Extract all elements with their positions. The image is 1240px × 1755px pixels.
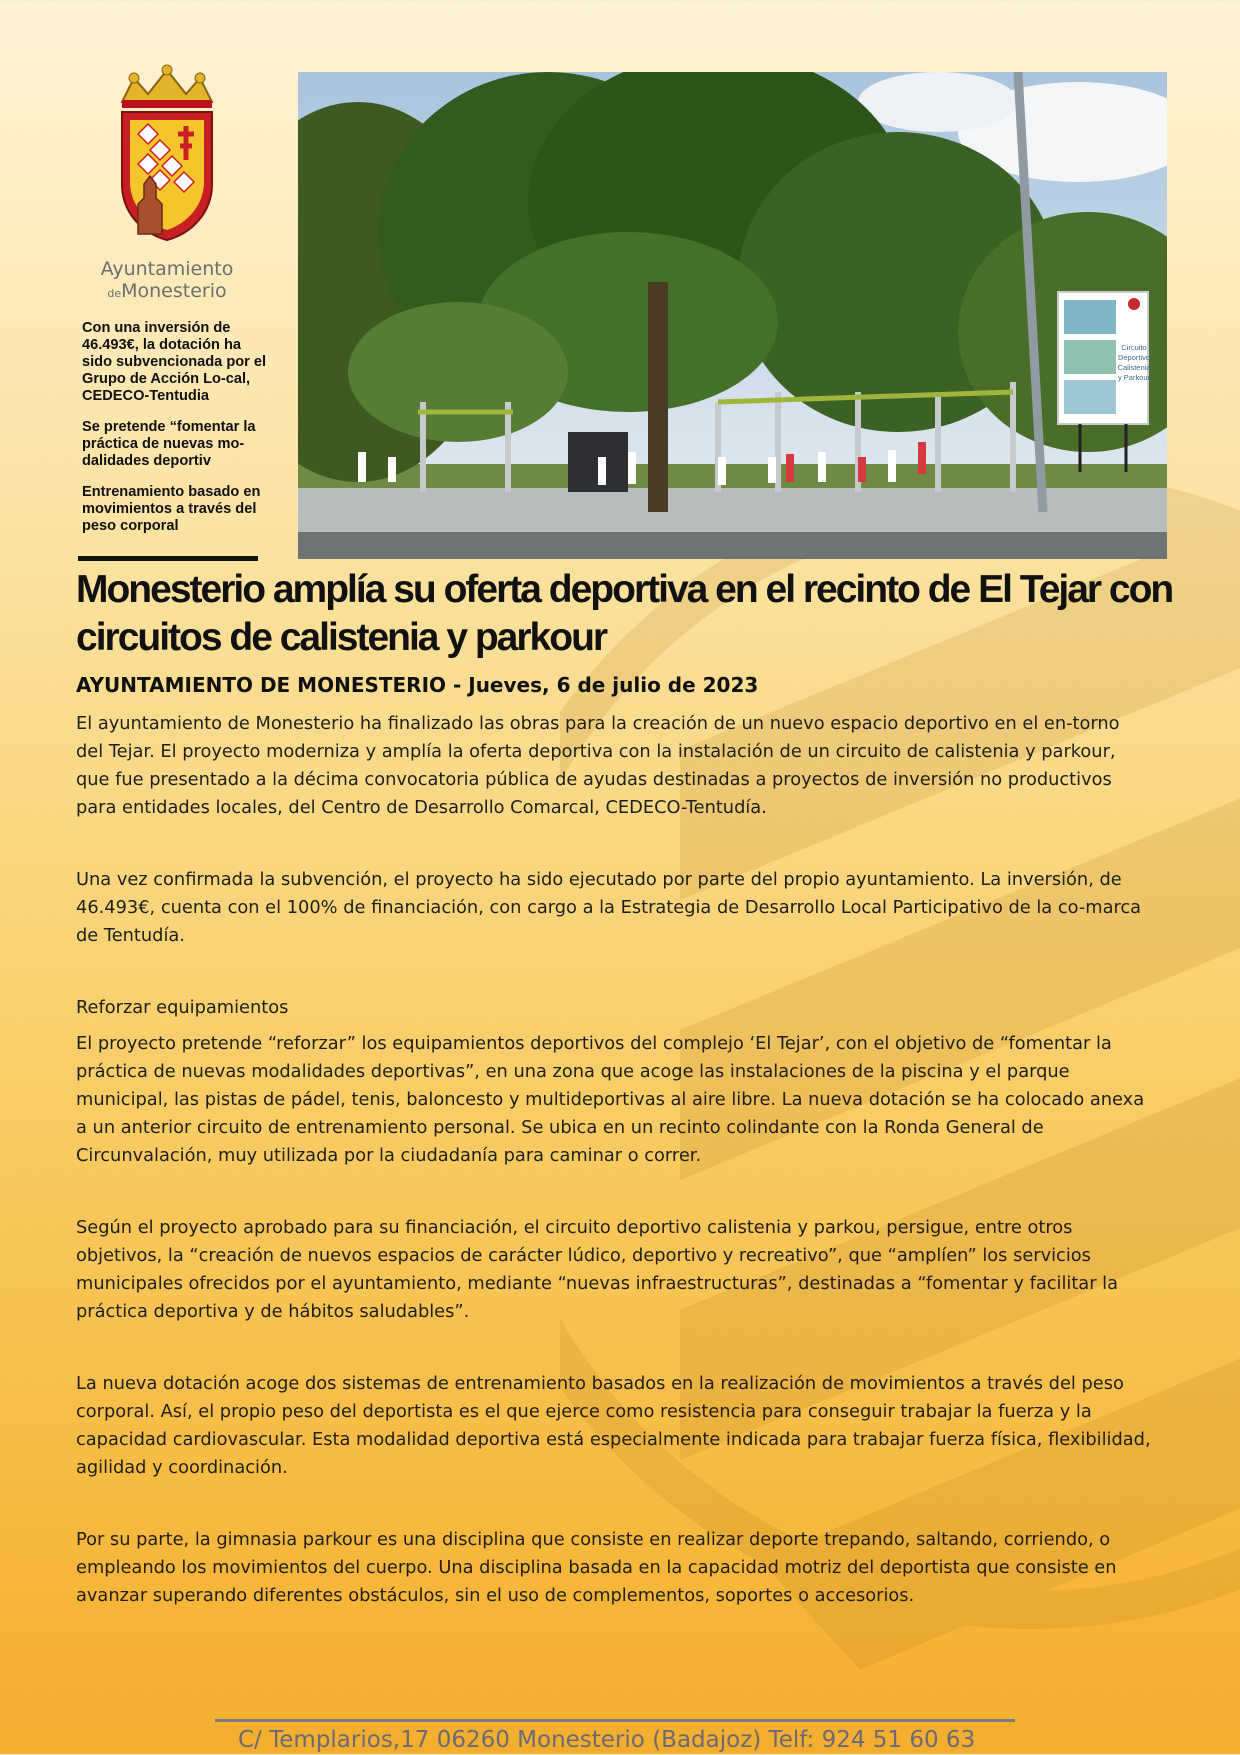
sign-text-4: y Parkour [1117,373,1151,382]
article-paragraph-4: Según el proyecto aprobado para su financiación, el circuito deportivo calistenia y parkou, persigue, entre otros objetivos, la “creación de nuevos espacios de carácter lúdico, deportivo y recreativo”, que “amplíen” los servicios municipales ofrecidos por el ayuntamiento, mediante “nuevas infraestructuras”, destinadas a “fomentar y facilitar la práctica deportiva y de hábitos saludables”. [76,1217,1118,1322]
footer-divider [215,1719,1015,1722]
hero-photo-calisthenics-park [298,72,1167,559]
article-paragraph-6: Por su parte, la gimnasia parkour es una disciplina que consiste en realizar deporte trepando, saltando, corriendo, o empleando los movimientos del cuerpo. Una disciplina basada en la capacidad motriz del deportista que consiste en avanzar superando diferentes obstáculos, sin el uso de complementos, soportes o accesorios. [76,1529,1117,1606]
article-byline: AYUNTAMIENTO DE MONESTERIO - Jueves, 6 de julio de 2023 [76,673,759,697]
logo-caption-line1: Ayuntamiento [100,258,234,280]
article-paragraph-5: La nueva dotación acoge dos sistemas de entrenamiento basados en la realización de movimientos a través del peso corporal. Así, el propio peso del deportista es el que ejerce como resistencia para conseguir trabajar la fuerza y la capacidad cardiovascular. Esta modalidad deportiva está especialmente indicada para trabajar fuerza física, flexibilidad, agilidad y coordinación. [76,1373,1151,1478]
article-paragraph-3: El proyecto pretende “reforzar” los equipamientos deportivos del complejo ‘El Tejar’, con el objetivo de “fomentar la práctica de nuevas modalidades deportivas”, en una zona que acoge las instalaciones de la piscina y el parque municipal, las pistas de pádel, tenis, baloncesto y multideportivas al aire libre. La nueva dotación se ha colocado anexa a un anterior circuito de entrenamiento personal. Se ubica en un recinto colindante con la Ronda General de Circunvalación, muy utilizada por la ciudadanía para caminar o correr. [76,1033,1145,1166]
logo-caption-de: de [107,287,122,300]
highlight-investment: Con una inversión de 46.493€, la dotación ha sido subvencionada por el Grupo de Acción Lo-cal, CEDECO-Tentudia [82,320,267,404]
article-body [76,710,1151,1610]
highlight-goal: Se pretende “fomentar la práctica de nuevas mo-dalidades deportiv [82,419,256,469]
footer-address: C/ Templarios,17 06260 Monesterio (Badajoz) Telf: 924 51 60 63 [238,1727,976,1753]
logo-caption [82,258,252,305]
sign-text-3: Calistenia [1117,363,1151,372]
article-headline: Monesterio amplía su oferta deportiva en el recinto de El Tejar con circuitos de calistenia y parkour [76,568,1173,659]
logo-caption-line2: Monesterio [121,280,227,302]
article-paragraph-1: El ayuntamiento de Monesterio ha finalizado las obras para la creación de un nuevo espacio deportivo en el en-torno del Tejar. El proyecto moderniza y amplía la oferta deportiva con la instalación de un circuito de calistenia y parkour, que fue presentado a la décima convocatoria pública de ayudas destinadas a proyectos de inversión no productivos para entidades locales, del Centro de Desarrollo Comarcal, CEDECO-Tentudía. [76,713,1120,818]
sidebar-highlights [82,320,272,549]
article-paragraph-2: Una vez confirmada la subvención, el proyecto ha sido ejecutado por parte del propio ayuntamiento. La inversión, de 46.493€, cuenta con el 100% de financiación, con cargo a la Estrategia de Desarrollo Local Participativo de la co-marca de Tentudía. [76,869,1142,946]
sidebar-divider [78,556,258,561]
highlight-training: Entrenamiento basado en movimientos a través del peso corporal [82,484,261,534]
section-subheading: Reforzar equipamientos [76,997,289,1018]
sign-text-1: Circuito [1121,343,1147,352]
sign-text-2: Deportivo [1117,353,1151,362]
